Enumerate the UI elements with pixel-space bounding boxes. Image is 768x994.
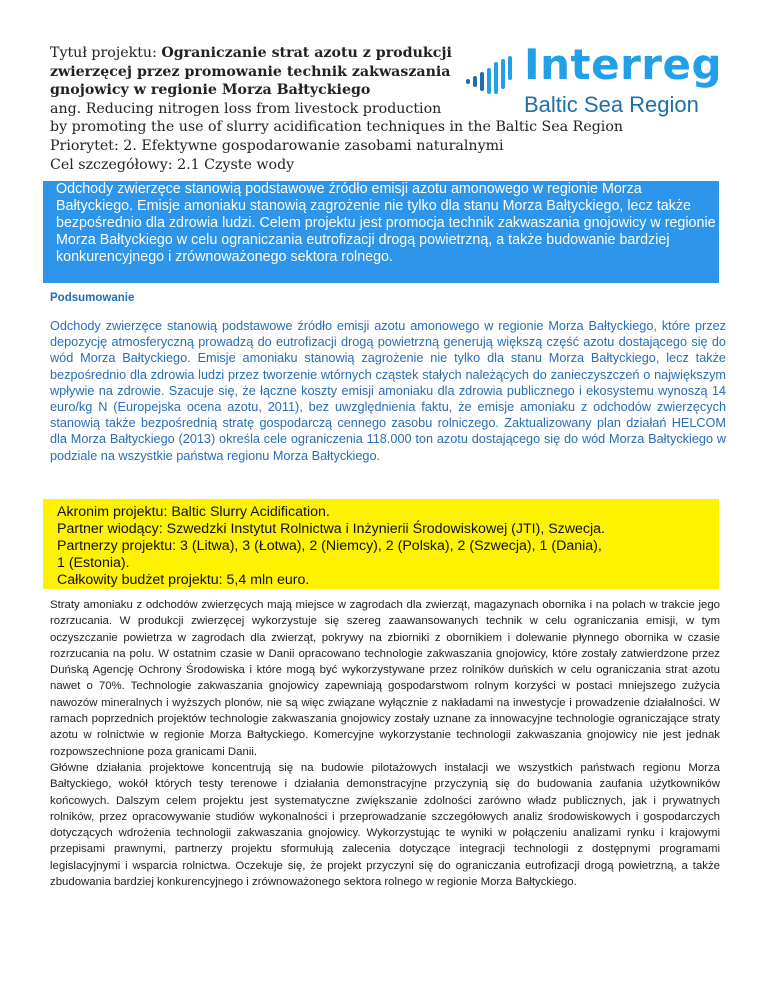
lead-partner-line: Partner wiodący: Szwedzki Instytut Rolnictwa i Inżynierii Środowiskowej (JTI), Szwecja. — [57, 521, 605, 537]
logo-wordmark: Interreg — [524, 40, 723, 89]
body-paragraph-2: Główne działania projektowe koncentrują się na budowie pilotażowych instalacji we wszystkich państwach regionu Morza Bałtyckiego, wokół których testy terenowe i działania demonstracyjne przyczynią się do budowania zaufania użytkowników końcowych. Dalszym celem projektu jest systematyczne zwiększanie zdolności zarówno władz publicznych, jak i prywatnych rolników, przez opracowywanie studiów wykonalności i przeprowadzanie szczegółowych analiz środowiskowych i gospodarczych dotyczących wdrożenia technologii zakwaszania gnojowicy. Wykorzystując te wyniki w połączeniu analizami rynku i krajowymi przepisami prawnymi, partnerzy projektu sformułują zalecenia dotyczące integracji technologii z dostępnymi programami legislacyjnymi i wsparcia rolnictwa. Oczekuje się, że projekt przyczyni się do ograniczania eutrofizacji drogą powietrzną, a także zbudowania bardziej konkurencyjnego i zrównoważonego sektora rolnego w regionie Morza Bałtyckiego. — [50, 761, 720, 889]
priority-line: Priorytet: 2. Efektywne gospodarowanie zasobami naturalnymi — [50, 137, 504, 154]
project-title-line-1: Ograniczanie strat azotu z produkcji — [161, 45, 452, 61]
body-text — [50, 597, 720, 890]
acronym-line: Akronim projektu: Baltic Slurry Acidification. — [57, 504, 330, 520]
summary-heading: Podsumowanie — [50, 292, 135, 304]
partners-line-2: 1 (Estonia). — [57, 555, 130, 571]
intro-box — [43, 181, 719, 283]
project-facts-box — [43, 499, 719, 589]
project-title-line-2-text: zwierzęcej przez promowanie technik zakwaszania — [50, 63, 451, 80]
objective-line: Cel szczegółowy: 2.1 Czyste wody — [50, 156, 295, 173]
english-title-line-2: by promoting the use of slurry acidification techniques in the Baltic Sea Region — [50, 119, 624, 136]
intro-text: Odchody zwierzęce stanowią podstawowe źródło emisji azotu amonowego w regionie Morza Bałtyckiego. Emisje amoniaku stanowią zagrożenie nie tylko dla stanu Morza Bałtyckiego, lecz także bezpośrednio dla zdrowia ludzi. Celem projektu jest promocja technik zakwaszania gnojowicy w regionie Morza Bałtyckiego w celu ograniczania eutrofizacji drogą powietrzną, a także budowanie bardziej konkurencyjnego i zrównoważonego sektora rolnego. — [56, 181, 716, 265]
english-title-line-1: ang. Reducing nitrogen loss from livestock production — [50, 100, 442, 117]
project-title-line-3-text: gnojowicy w regionie Morza Bałtyckiego — [50, 82, 371, 99]
title-label: Tytuł projektu: — [50, 45, 162, 61]
budget-line: Całkowity budżet projektu: 5,4 mln euro. — [57, 572, 310, 588]
body-paragraph-1: Straty amoniaku z odchodów zwierzęcych mają miejsce w zagrodach dla zwierząt, magazynach obornika i na polach w trakcie jego rozrzucania. W produkcji zwierzęcej wykorzystuje się szereg zaawansowanych technik w celu ograniczania emisji, w tym oczyszczanie powietrza w zagrodach dla zwierząt, pokrywy na zbiorniki z obornikiem i dolewanie płynnego obornika w czasie rozrzucania na polu. W ostatnim czasie w Danii opracowano technologie zakwaszania gnojowicy, które zostały zatwierdzone przez Duńską Agencję Ochrony Środowiska i które mogą być wykorzystywane przez rolników duńskich w celu ograniczania strat azotu nawet o 70%. Technologie zakwaszania gnojowicy zapewniają gospodarstwom rolnym korzyści w postaci mniejszego zużycia nawozów mineralnych i wyższych plonów, nie są więc związane wyłącznie z nakładami na inwestycje i prowadzenie działalności. W ramach poprzednich projektów technologie zakwaszania gnojowicy zostały uznane za innowacyjne technologie ograniczające straty azotu w rolnictwie w regionie Morza Bałtyckiego. Komercyjne wykorzystanie technologii zakwaszania gnojowicy nie jest jednak rozpowszechnione poza granicami Danii. — [50, 599, 720, 758]
signal-bars-icon — [466, 56, 522, 96]
partners-line-1: Partnerzy projektu: 3 (Litwa), 3 (Łotwa), 2 (Niemcy), 2 (Polska), 2 (Szwecja), 1 (Dania), — [57, 538, 602, 554]
summary-text: Odchody zwierzęce stanowią podstawowe źródło emisji azotu amonowego w regionie Morza Bałtyckiego, które przez depozycję atmosferyczną prowadzą do eutrofizacji drogą powietrzną generują większą część azotu dostającego się do wód Morza Bałtyckiego. Emisje amoniaku stanowią zagrożenie nie tylko dla stanu Morza Bałtyckiego, lecz także bezpośrednio dla zdrowia ludzi przez tworzenie wtórnych cząstek stałych należących do zanieczyszczeń o największym wpływie na zdrowie. Szacuje się, że łączne koszty emisji amoniaku dla zdrowia publicznego i ekosystemu wynoszą 14 euro/kg N (Europejska ocena azotu, 2011), bez uwzględnienia faktu, że emisje amoniaku z odchodów zwierzęcych stanowią także bezpośrednią stratę gospodarczą cennego zasobu rolniczego. Zaktualizowany plan działań HELCOM dla Morza Bałtyckiego (2013) określa cele ograniczenia 118.000 ton azotu dostającego się do wód Morza Bałtyckiego w podziale na wszystkie państwa regionu Morza Bałtyckiego. — [50, 319, 726, 463]
interreg-logo — [466, 40, 723, 122]
logo-region: Baltic Sea Region — [524, 92, 699, 117]
